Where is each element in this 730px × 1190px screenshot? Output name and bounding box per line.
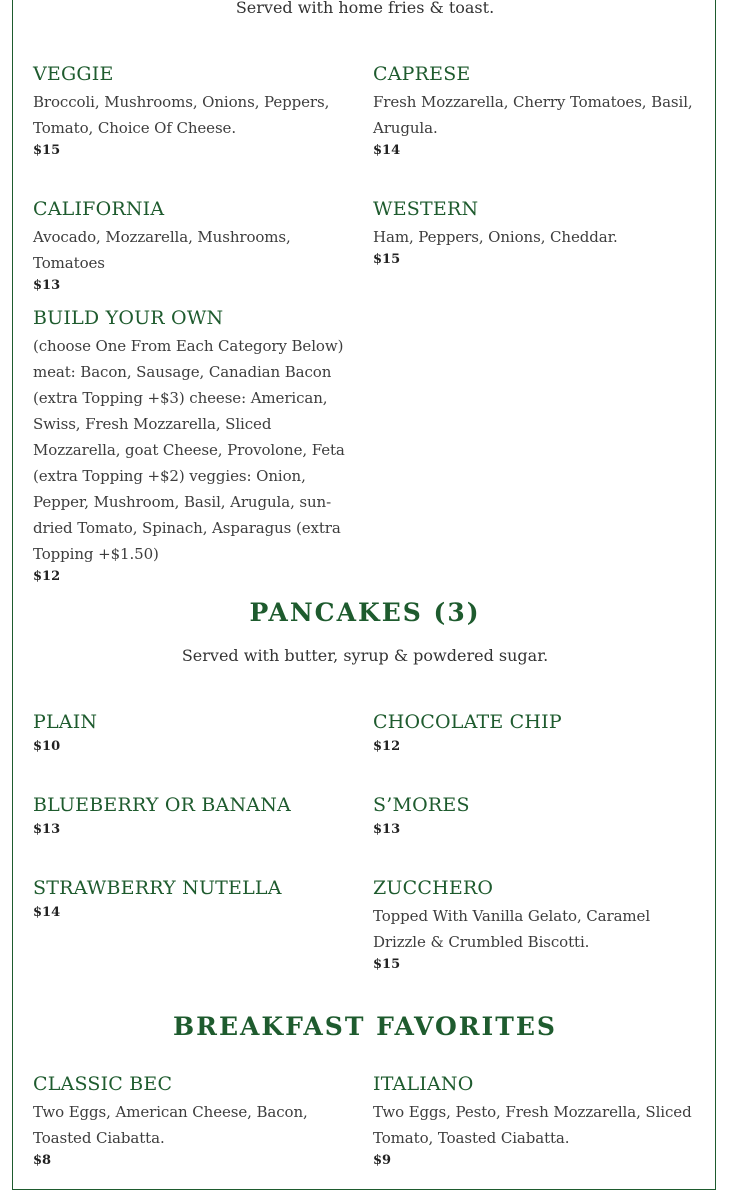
item-name: STRAWBERRY NUTELLA	[33, 877, 282, 899]
item-price: $13	[33, 822, 61, 837]
item-description: Broccoli, Mushrooms, Onions, Peppers, Tomato, Choice Of Cheese.	[33, 93, 330, 137]
item-name: ITALIANO	[373, 1073, 474, 1095]
item-price: $14	[373, 143, 401, 158]
pancakes-subtitle: Served with butter, syrup & powdered sugar.	[181, 646, 549, 665]
menu-item-chocolate-chip	[373, 710, 701, 757]
item-price: $13	[33, 278, 61, 293]
item-price: $8	[33, 1153, 52, 1168]
item-price: $10	[33, 739, 61, 754]
item-description: Two Eggs, Pesto, Fresh Mozzarella, Sliced Tomato, Toasted Ciabatta.	[373, 1103, 692, 1147]
omelettes-subtitle: Served with home fries & toast.	[235, 0, 495, 17]
menu-item-california	[33, 197, 361, 296]
item-price: $15	[373, 252, 401, 267]
item-name: CAPRESE	[373, 63, 471, 85]
item-name: CLASSIC BEC	[33, 1073, 173, 1095]
item-price: $15	[373, 957, 401, 972]
item-name: PLAIN	[33, 711, 98, 733]
item-name: BLUEBERRY OR BANANA	[33, 794, 291, 816]
item-name: WESTERN	[373, 198, 479, 220]
item-description: Ham, Peppers, Onions, Cheddar.	[373, 228, 618, 246]
item-name: VEGGIE	[33, 63, 114, 85]
item-price: $14	[33, 905, 61, 920]
menu-item-classic-bec	[33, 1072, 361, 1171]
item-name: BUILD YOUR OWN	[33, 307, 224, 329]
item-description: Avocado, Mozzarella, Mushrooms, Tomatoes	[33, 228, 291, 272]
item-price: $15	[33, 143, 61, 158]
menu-item-western	[373, 197, 701, 270]
item-description: Fresh Mozzarella, Cherry Tomatoes, Basil, Arugula.	[373, 93, 693, 137]
menu-item-blueberry-or-banana	[33, 793, 361, 840]
section-title-pancakes: PANCAKES (3)	[249, 598, 481, 627]
item-price: $12	[33, 569, 61, 584]
section-title-breakfast-favorites: BREAKFAST FAVORITES	[173, 1012, 557, 1041]
item-description: (choose One From Each Category Below) meat: Bacon, Sausage, Canadian Bacon (extra Topping +$3) cheese: American, Swiss, Fresh Mozzarella, Sliced Mozzarella, goat Cheese, Provolone, Feta (extra Topping +$2) veggies: Onion, Pepper, Mushroom, Basil, Arugula, sun-dried Tomato, Spinach, Asparagus (extra Topping +$1.50)	[33, 337, 345, 563]
menu-item-zucchero	[373, 876, 701, 975]
item-name: CHOCOLATE CHIP	[373, 711, 562, 733]
menu-item-italiano	[373, 1072, 701, 1171]
item-description: Two Eggs, American Cheese, Bacon, Toasted Ciabatta.	[33, 1103, 308, 1147]
item-name: CALIFORNIA	[33, 198, 165, 220]
menu-item-smores	[373, 793, 701, 840]
menu-item-strawberry-nutella	[33, 876, 361, 923]
menu-item-build-your-own	[33, 306, 361, 587]
item-price: $13	[373, 822, 401, 837]
item-price: $9	[373, 1153, 392, 1168]
menu-item-caprese	[373, 62, 701, 161]
item-description: Topped With Vanilla Gelato, Caramel Drizzle & Crumbled Biscotti.	[373, 907, 651, 951]
menu-item-veggie	[33, 62, 361, 161]
item-price: $12	[373, 739, 401, 754]
item-name: ZUCCHERO	[373, 877, 494, 899]
menu-item-plain	[33, 710, 361, 757]
item-name: S’MORES	[373, 794, 470, 816]
